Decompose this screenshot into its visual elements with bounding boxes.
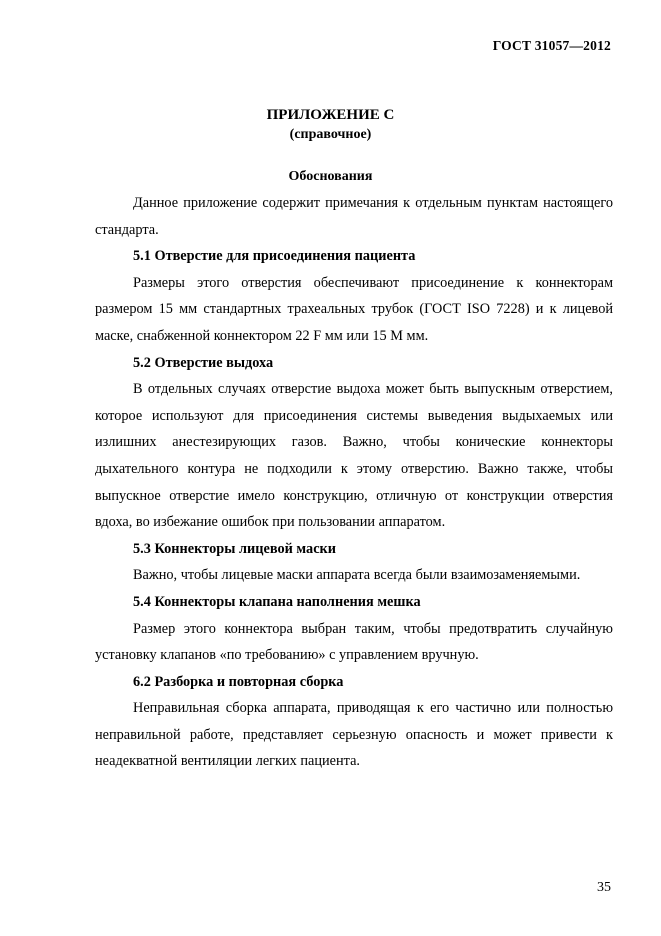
paragraph: Размер этого коннектора выбран таким, чтобы предотвратить случайную установку клапанов «по требованию» с управлением вручную. <box>95 620 613 664</box>
appendix-subtitle: (справочное) <box>289 127 372 142</box>
paragraph: Неправильная сборка аппарата, приводящая к его частично или полностью неправильной работе, представляет серьезную опасность и может привести к неадекватной вентиляции легких пациента. <box>95 700 613 770</box>
subsection-heading: 5.1 Отверстие для присоединения пациента <box>133 248 416 265</box>
appendix-title: ПРИЛОЖЕНИЕ С <box>266 107 395 123</box>
paragraph: Данное приложение содержит примечания к отдельным пунктам настоящего стандарта. <box>95 195 613 238</box>
section-title: Обоснования <box>288 169 373 184</box>
subsection-heading: 5.3 Коннекторы лицевой маски <box>133 540 337 557</box>
appendix-title-block <box>0 106 661 144</box>
paragraph: Важно, чтобы лицевые маски аппарата всегда были взаимозаменяемыми. <box>133 567 581 584</box>
subsection-heading: 5.4 Коннекторы клапана наполнения мешка <box>133 593 421 610</box>
document-code-header: ГОСТ 31057—2012 <box>492 38 611 53</box>
document-body <box>95 190 613 775</box>
page-number: 35 <box>597 880 611 895</box>
paragraph: Размеры этого отверстия обеспечивают присоединение к коннекторам размером 15 мм стандартных трахеальных трубок (ГОСТ ISO 7228) и к лицевой маске, снабженной коннектором 22 F мм или 15 М мм. <box>95 274 613 344</box>
subsection-heading: 5.2 Отверстие выдоха <box>133 354 274 371</box>
subsection-heading: 6.2 Разборка и повторная сборка <box>133 673 344 690</box>
paragraph: В отдельных случаях отверстие выдоха может быть выпускным отверстием, которое используют для присоединения системы выведения выдыхаемых или излишних анестезирующих газов. Важно, чтобы конические коннекторы дыхательного контура не подходили к этому отверстию. Важно также, чтобы выпускное отверстие имело конструкцию, отличную от конструкции отверстия вдоха, во избежание ошибок при пользовании аппаратом. <box>95 381 613 531</box>
